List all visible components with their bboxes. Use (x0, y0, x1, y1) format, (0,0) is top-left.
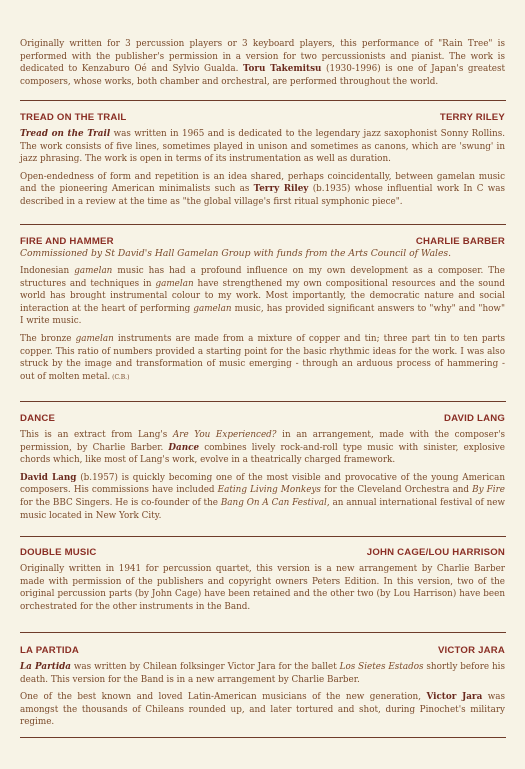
commission-note: Commissioned by St David's Hall Gamelan Group with funds from the Arts Council of Wales. (20, 248, 452, 259)
text: Open-endedness of form and repetition is an idea shared, perhaps coincidentally, between gamelan music and the pioneering American minimalists such as (20, 171, 505, 195)
divider (20, 100, 506, 101)
text: was written by Chilean folksinger Victor Jara for the ballet (71, 662, 340, 672)
divider (20, 401, 506, 402)
work-name: Eating Living Monkeys (217, 485, 321, 496)
work-title: TREAD ON THE TRAIL (20, 112, 127, 123)
section-fire-and-hammer (20, 236, 505, 384)
term: gamelan (155, 278, 194, 289)
composer-name: Toru Takemitsu (242, 64, 322, 75)
text: Originally written for 3 percussion players or 3 keyboard players, this performance of "Rain Tree" is performed with the publisher's permission in a version for two percussionists and pianist. The work is dedicated to Kenzaburo Oé and Sylvio Gualda. (20, 39, 505, 75)
section-la-partida (20, 645, 505, 729)
text: , an annual international festival of new music located in New York City. (20, 497, 505, 521)
composer-heading: VICTOR JARA (437, 645, 505, 656)
paragraph (20, 265, 505, 328)
text: The bronze (20, 333, 76, 344)
paragraph: Originally written in 1941 for percussion quartet, this version is a new arrangement by Charlie Barber made with permission of the publishers and copyright owners Peters Edition. In this version, two of the original percussion parts (by John Cage) have been retained and the other two (by Lou Harrison) have been orchestrated for the other instruments in the Band. (20, 564, 505, 612)
text: instruments are made from a mixture of copper and tin; three part tin to ten parts copper. This ratio of numbers provided a starting point for the basic rhythmic ideas for the work. I was also struck by the image and transformation of music emerging - through an arduous process of hammering - out of molten metal. (20, 333, 505, 382)
section-dance (20, 413, 505, 522)
author-initials: (C.B.) (110, 373, 130, 381)
text: (b.1935) whose influential work In C was described in a review at the time as "the global village's first ritual symphonic piece". (20, 184, 506, 207)
divider (20, 536, 506, 537)
term: gamelan (74, 266, 113, 276)
section-header (20, 645, 505, 656)
work-name: La Partida (20, 662, 72, 672)
text: One of the best known and loved Latin-American musicians of the new generation, (20, 692, 427, 703)
section-tread-on-the-trail (20, 112, 505, 209)
text: in an arrangement, made with the composer's permission, by Charlie Barber. (20, 430, 505, 453)
work-name: By Fire (472, 485, 505, 496)
work-name: Dance (168, 442, 200, 453)
paragraph (20, 128, 505, 166)
rain-tree-notes (20, 38, 505, 88)
rain-tree-paragraph (20, 38, 505, 88)
text: music has had a profound influence on my own development as a composer. The structures and techniques in (20, 266, 505, 289)
text: for the BBC Singers. He is co-founder of the (20, 497, 221, 508)
text: Indonesian (20, 266, 75, 276)
divider (20, 632, 506, 633)
section-header (20, 413, 505, 424)
work-title: FIRE AND HAMMER (20, 236, 114, 247)
work-name: Tread on the Trail (20, 129, 111, 139)
work-title: DANCE (20, 413, 56, 424)
composer-name: Victor Jara (426, 692, 483, 703)
composer-heading: CHARLIE BARBER (415, 236, 505, 247)
section-double-music (20, 547, 505, 613)
work-title: DOUBLE MUSIC (20, 547, 97, 558)
work-name: Are You Experienced? (172, 430, 277, 440)
composer-heading: DAVID LANG (444, 413, 505, 424)
composer-name: Terry Riley (253, 184, 309, 195)
paragraph (20, 691, 505, 729)
text: (b.1957) is quickly becoming one of the most visible and provocative of the young American composers. His commissions have included (20, 472, 505, 496)
paragraph (20, 661, 505, 686)
paragraph (20, 333, 505, 384)
text: was written in 1965 and is dedicated to the legendary jazz saxophonist Sonny Rollins. The work consists of five lines, sometimes played in unison and sometimes as canons, which are 'swung' in jazz phrasing. The work is open in terms of its instrumentation as well as duration. (20, 129, 506, 165)
text: have strengthened my own compositional resources and the sound world has brought instrumental colour to my work. Most importantly, the democratic nature and social interaction at the heart of performing (20, 278, 506, 314)
paragraph (20, 472, 505, 522)
work-name: Los Sietes Estados (339, 662, 424, 672)
section-header (20, 112, 505, 123)
divider (20, 224, 506, 225)
term: gamelan (75, 333, 114, 344)
composer-heading: JOHN CAGE/LOU HARRISON (366, 547, 505, 558)
section-header (20, 236, 505, 247)
paragraph (20, 429, 505, 467)
composer-name: David Lang (20, 472, 77, 483)
term: gamelan (193, 303, 232, 314)
text: for the Cleveland Orchestra and (320, 485, 473, 496)
text: was amongst the thousands of Chileans rounded up, and later tortured and shot, during Pinochet's military regime. (20, 692, 505, 728)
text: music, has provided significant answers to "why" and "how" I write music. (20, 303, 506, 327)
divider (20, 737, 506, 738)
work-title: LA PARTIDA (20, 645, 80, 656)
paragraph (20, 171, 505, 209)
composer-heading: TERRY RILEY (439, 112, 505, 123)
text: (1930-1996) is one of Japan's greatest composers, whose works, both chamber and orchestral, are performed throughout the world. (20, 64, 506, 87)
festival-name: Bang On A Can Festival (220, 497, 327, 508)
section-header (20, 547, 505, 558)
text: This is an extract from Lang's (20, 430, 173, 440)
text: shortly before his death. This version for the Band is in a new arrangement by Charlie Barber. (20, 662, 505, 685)
text: combines lively rock-and-roll type music with sinister, explosive chords which, like most of Lang's work, evolve in a theatrically charged framework. (20, 442, 505, 466)
